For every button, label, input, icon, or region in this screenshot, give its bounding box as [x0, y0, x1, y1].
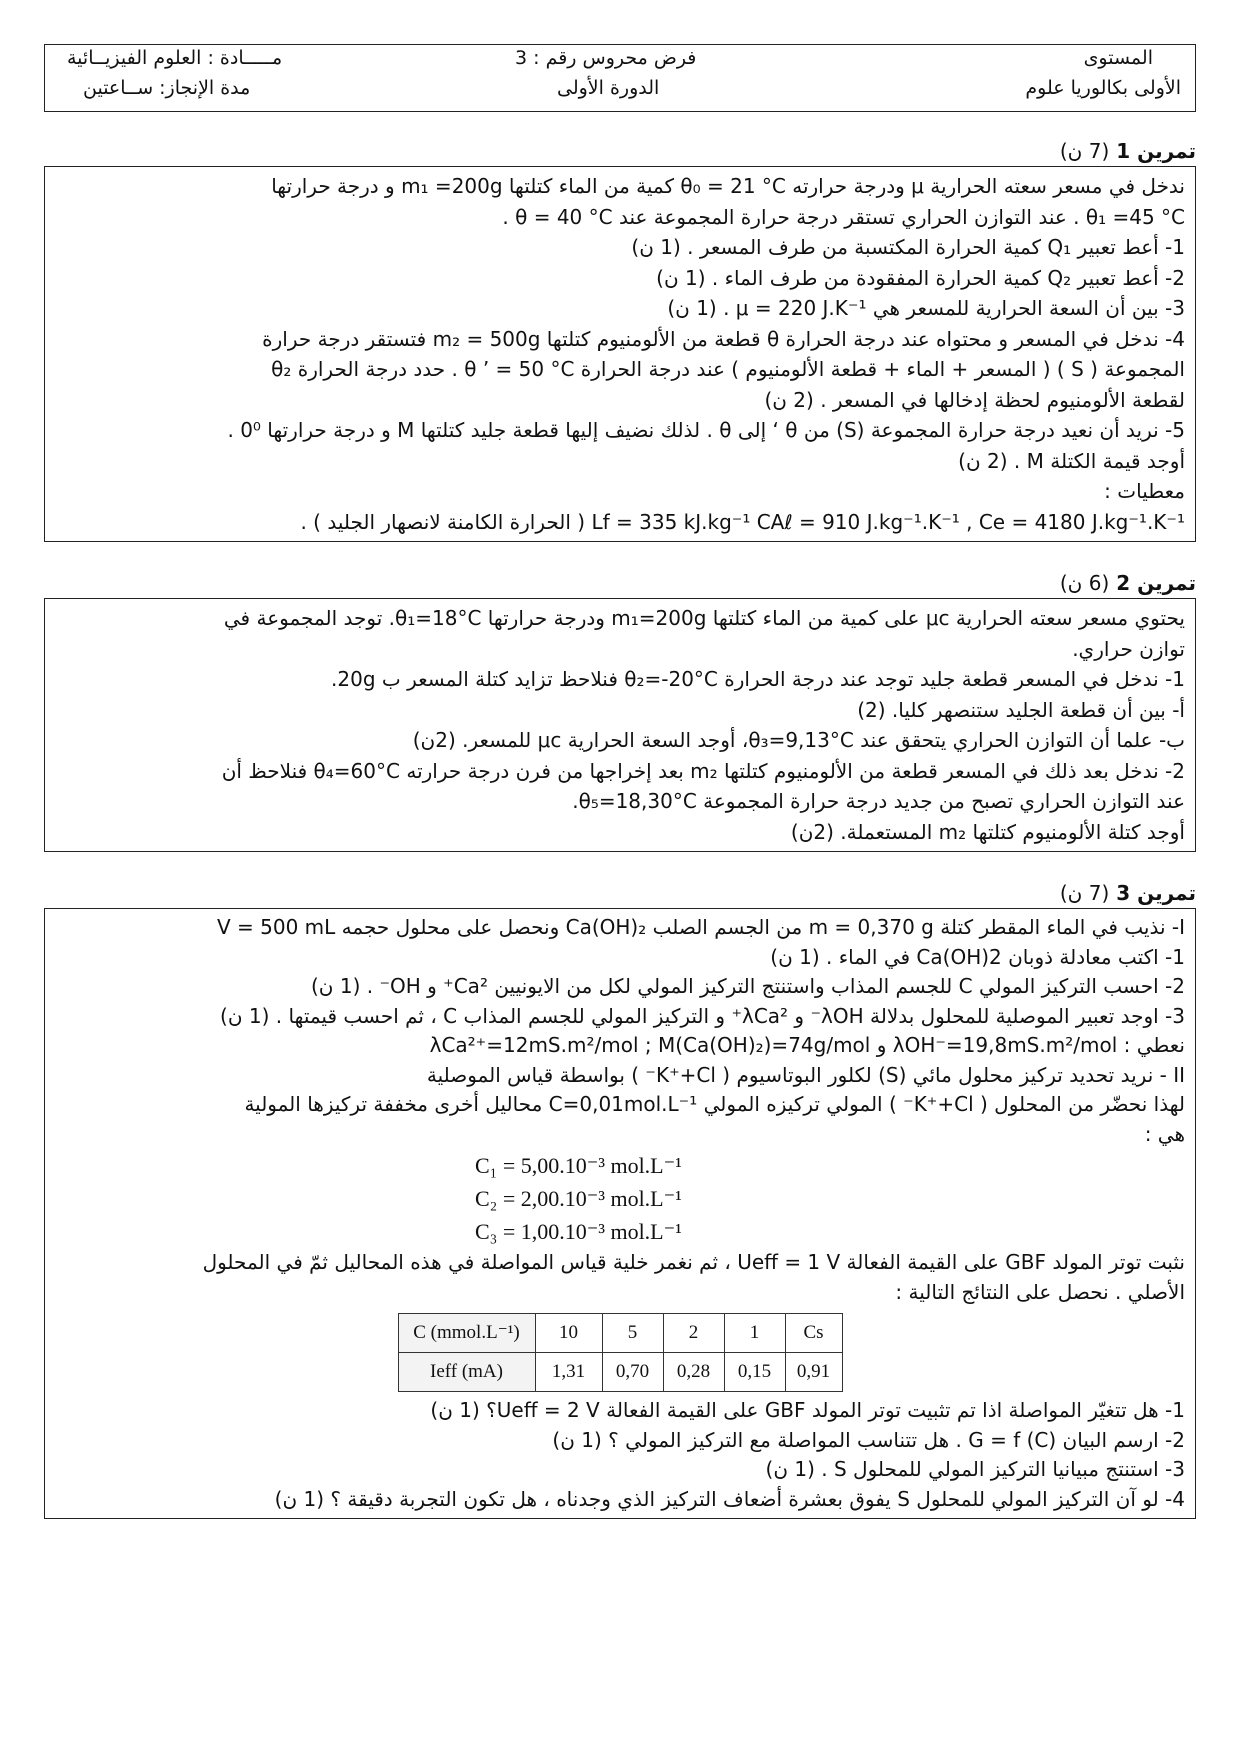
- subject: مـــــادة : العلوم الفيزيــائية: [67, 47, 283, 69]
- ex3-question: 1- هل تتغيّر المواصلة اذا تم تثبيت توتر المولد GBF على القيمة الفعالة Ueff = 2 V؟ (1 ن): [430, 1398, 1185, 1422]
- exam-page: [44, 44, 1196, 1519]
- exercise-1-label: تمرين 1: [1116, 139, 1196, 163]
- ex3-line: I- نذيب في الماء المقطر كتلة m = 0,370 g من الجسم الصلب Ca(OH)₂ ونحصل على محلول حجمه V = 500 mL: [216, 915, 1185, 939]
- ex2-line: 1- ندخل في المسعر قطعة جليد توجد عند درجة الحرارة θ₂=-20°C فنلاحظ تزايد كتلة المسعر ب 20g.: [331, 667, 1185, 691]
- ex3-question: 4- لو آن التركيز المولي للمحلول S يفوق بعشرة أضعاف التركيز الذي وجدناه ، هل تكون التجربة دقيقة ؟ (1 ن): [274, 1486, 1185, 1511]
- ex1-line: أوجد قيمة الكتلة M . (2 ن): [958, 448, 1185, 473]
- table-cell: 5: [602, 1314, 663, 1353]
- table-row: [398, 1353, 842, 1392]
- table-header-i: Ieff (mA): [398, 1353, 535, 1392]
- table-cell: 1,31: [535, 1353, 602, 1392]
- ex3-line: 3- اوجد تعبير الموصلية للمحلول بدلالة λOH⁻ و λCa²⁺ و التركيز المولي للجسم المذاب C ، ثم احسب قيمتها . (1 ن): [220, 1003, 1185, 1028]
- ex1-line: 1- أعط تعبير Q₁ كمية الحرارة المكتسبة من طرف المسعر . (1 ن): [631, 235, 1185, 259]
- ex2-line: أ- بين أن قطعة الجليد ستنصهر كليا. (2): [857, 697, 1185, 722]
- concentration-c3: C₃ = 1,00.10⁻³ mol.L⁻¹: [475, 1219, 682, 1244]
- exercise-2-label: تمرين 2: [1116, 571, 1196, 595]
- table-row: [398, 1314, 842, 1353]
- ex3-line: 1- اكتب معادلة ذوبان Ca(OH)2 في الماء . (1 ن): [770, 944, 1185, 969]
- exercise-2-title: [44, 568, 1196, 598]
- ex1-line: 5- نريد أن نعيد درجة حرارة المجموعة (S) من θ ‘ إلى θ . لذلك نضيف إليها قطعة جليد كتلتها M و درجة حرارتها 0⁰ .: [227, 418, 1185, 442]
- ex3-question: 2- ارسم البيان G = f (C) . هل تتناسب المواصلة مع التركيز المولي ؟ (1 ن): [552, 1427, 1185, 1452]
- ex1-line: 4- ندخل في المسعر و محتواه عند درجة الحرارة θ قطعة من الألومنيوم كتلتها m₂ = 500g فتستقر درجة حرارة: [262, 326, 1185, 351]
- table-cell: 0,91: [785, 1353, 842, 1392]
- ex1-line: 2- أعط تعبير Q₂ كمية الحرارة المفقودة من طرف الماء . (1 ن): [656, 265, 1185, 290]
- ex2-line: ب- علما أن التوازن الحراري يتحقق عند θ₃=9,13°C، أوجد السعة الحرارية μc للمسعر. (2ن): [412, 728, 1185, 752]
- exercise-1-points: (7 ن): [1059, 139, 1110, 163]
- ex3-line: II - نريد تحديد تركيز محلول مائي (S) لكلور البوتاسيوم ( K⁺+Cl⁻ ) بواسطة قياس الموصلية: [426, 1062, 1185, 1087]
- ex3-line: نثبت توتر المولد GBF على القيمة الفعالة Ueff = 1 V ، ثم نغمر خلية قياس المواصلة في هذه المحاليل ثمّ في المحلول: [202, 1250, 1185, 1274]
- level-label: المستوى: [1083, 47, 1153, 69]
- ex2-line: عند التوازن الحراري تصبح من جديد درجة حرارة المجموعة θ₅=18,30°C.: [572, 789, 1185, 813]
- exercise-3-label: تمرين 3: [1116, 881, 1196, 905]
- exercise-1-box: [44, 166, 1196, 542]
- ex1-data-line: Lf = 335 kJ.kg⁻¹ CAℓ = 910 J.kg⁻¹.K⁻¹ , Ce = 4180 J.kg⁻¹.K⁻¹ ( الحرارة الكامنة لانصهار الجليد ) .: [300, 509, 1185, 534]
- ex1-line: ندخل في مسعر سعته الحرارية μ ودرجة حرارته θ₀ = 21 °C كمية من الماء كتلتها m₁ =200g و درجة حرارتها: [271, 174, 1185, 198]
- ex1-line: لقطعة الألومنيوم لحظة إدخالها في المسعر . (2 ن): [764, 387, 1185, 412]
- table-cell: 0,70: [602, 1353, 663, 1392]
- ex2-line: يحتوي مسعر سعته الحرارية μc على كمية من الماء كتلتها m₁=200g ودرجة حرارتها θ₁=18°C. توجد المجموعة في: [223, 606, 1185, 630]
- exercise-3-box: [44, 908, 1196, 1519]
- exam-title: فرض محروس رقم : 3: [515, 47, 697, 69]
- table-cell: 10: [535, 1314, 602, 1353]
- level-value: الأولى بكالوريا علوم: [1025, 77, 1181, 99]
- ex3-line: لهذا نحضّر من المحلول ( K⁺+Cl⁻ ) المولي تركيزه المولي C=0,01mol.L⁻¹ محاليل أخرى مخففة تركيزها المولية: [244, 1092, 1185, 1116]
- table-header-c: C (mmol.L⁻¹): [398, 1314, 535, 1353]
- exercise-1-title: [44, 136, 1196, 166]
- duration: مدة الإنجاز: ســاعتين: [83, 77, 251, 99]
- table-cell: 2: [663, 1314, 724, 1353]
- measurement-table: [398, 1313, 843, 1392]
- exercise-2-points: (6 ن): [1059, 571, 1110, 595]
- ex1-line: المجموعة ( S ) ( المسعر + الماء + قطعة الألومنيوم ) عند درجة الحرارة θ ’ = 50 °C . حدد درجة الحرارة θ₂: [271, 357, 1185, 381]
- table-cell: Cs: [785, 1314, 842, 1353]
- table-cell: 0,15: [724, 1353, 785, 1392]
- concentration-list: [55, 1149, 1185, 1248]
- ex2-line: أوجد كتلة الألومنيوم كتلتها m₂ المستعملة. (2ن): [790, 819, 1185, 844]
- exercise-3-title: [44, 878, 1196, 908]
- ex3-line: نعطي : λOH⁻=19,8mS.m²/mol و λCa²⁺=12mS.m²/mol ; M(Ca(OH)₂)=74g/mol: [429, 1033, 1185, 1057]
- ex3-line: 2- احسب التركيز المولي C للجسم المذاب واستنتج التركيز المولي لكل من الايونيين Ca²⁺ و OH⁻ . (1 ن): [310, 974, 1185, 998]
- concentration-c2: C₂ = 2,00.10⁻³ mol.L⁻¹: [475, 1186, 682, 1211]
- ex3-line: الأصلي . نحصل على النتائج التالية :: [895, 1279, 1185, 1304]
- exercise-2-box: [44, 598, 1196, 852]
- session: الدورة الأولى: [557, 77, 660, 99]
- ex3-question: 3- استنتج مبيانيا التركيز المولي للمحلول S . (1 ن): [765, 1457, 1185, 1481]
- concentration-c1: C₁ = 5,00.10⁻³ mol.L⁻¹: [475, 1153, 682, 1178]
- ex3-line: هي :: [1144, 1121, 1185, 1146]
- ex1-line: 3- بين أن السعة الحرارية للمسعر هي μ = 220 J.K⁻¹ . (1 ن): [667, 296, 1185, 320]
- ex2-line: 2- ندخل بعد ذلك في المسعر قطعة من الألومنيوم كتلتها m₂ بعد إخراجها من فرن درجة حرارته θ₄=60°C فنلاحظ أن: [221, 758, 1185, 783]
- ex2-line: توازن حراري.: [1072, 636, 1185, 661]
- ex1-line: معطيات :: [1104, 479, 1185, 503]
- ex1-line: θ₁ =45 °C . عند التوازن الحراري تستقر درجة حرارة المجموعة عند θ = 40 °C .: [502, 204, 1185, 229]
- table-cell: 1: [724, 1314, 785, 1353]
- exercise-3-points: (7 ن): [1059, 881, 1110, 905]
- table-cell: 0,28: [663, 1353, 724, 1392]
- exam-header: [44, 44, 1196, 112]
